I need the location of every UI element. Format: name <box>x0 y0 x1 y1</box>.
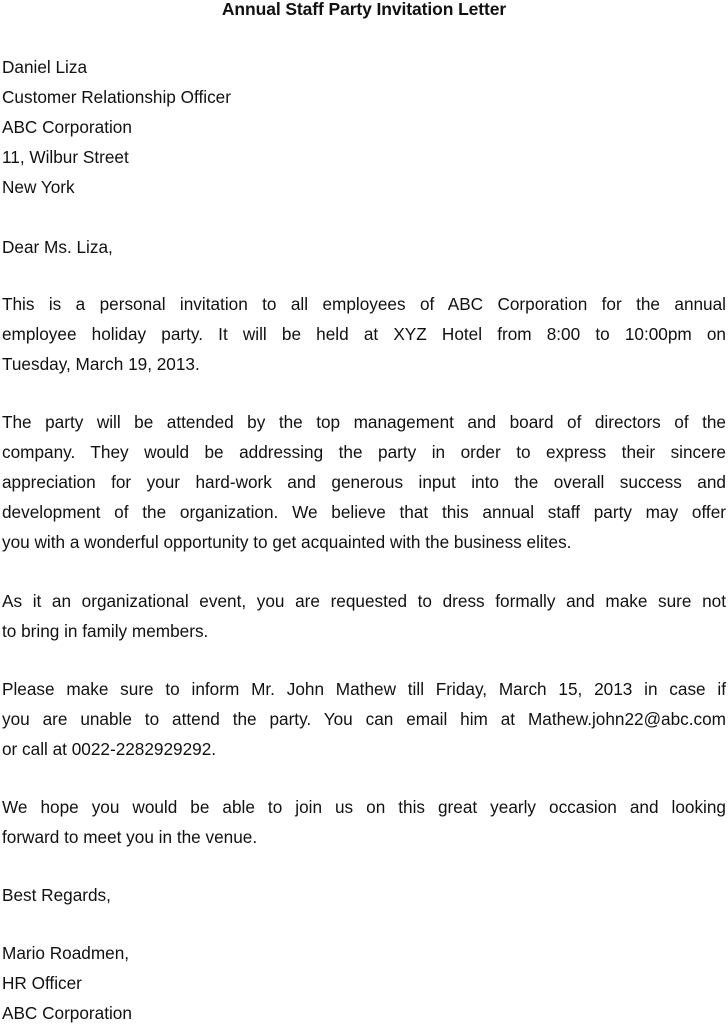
paragraph-attendance <box>2 407 726 557</box>
recipient-name: Daniel Liza <box>2 57 88 77</box>
paragraph-dress-code <box>2 586 726 646</box>
paragraph-line: or call at 0022-2282929292. <box>2 739 217 759</box>
sender-name: Mario Roadmen, <box>2 943 130 963</box>
recipient-address-block <box>2 52 726 202</box>
paragraph-line: forward to meet you in the venue. <box>2 827 258 847</box>
recipient-position: Customer Relationship Officer <box>2 87 231 107</box>
paragraph-line: development of the organization. We believe that this annual staff party may offer <box>2 502 726 522</box>
paragraph-line: The party will be attended by the top management and board of directors of the <box>2 412 726 432</box>
paragraph-line: This is a personal invitation to all employees of ABC Corporation for the annual <box>2 294 726 314</box>
recipient-city: New York <box>2 177 75 197</box>
paragraph-line: to bring in family members. <box>2 621 209 641</box>
paragraph-line: Please make sure to inform Mr. John Mathew till Friday, March 15, 2013 in case if <box>2 679 726 699</box>
closing-text: Best Regards, <box>2 885 111 905</box>
paragraph-line: employee holiday party. It will be held at XYZ Hotel from 8:00 to 10:00pm on <box>2 324 726 344</box>
sender-signature-block <box>2 938 726 1028</box>
paragraph-invitation <box>2 289 726 379</box>
closing <box>2 880 726 910</box>
paragraph-line: appreciation for your hard-work and generous input into the overall success and <box>2 472 726 492</box>
paragraph-line: We hope you would be able to join us on this great yearly occasion and looking <box>2 797 726 817</box>
paragraph-line: Tuesday, March 19, 2013. <box>2 354 200 374</box>
sender-position: HR Officer <box>2 973 82 993</box>
paragraph-rsvp <box>2 674 726 764</box>
paragraph-line: you are unable to attend the party. You can email him at Mathew.john22@abc.com <box>2 709 726 729</box>
recipient-company: ABC Corporation <box>2 117 132 137</box>
salutation-text: Dear Ms. Liza, <box>2 237 113 257</box>
recipient-street: 11, Wilbur Street <box>2 147 129 167</box>
letter-title: Annual Staff Party Invitation Letter <box>221 0 507 19</box>
sender-company: ABC Corporation <box>2 1003 132 1023</box>
paragraph-line: you with a wonderful opportunity to get acquainted with the business elites. <box>2 532 572 552</box>
paragraph-line: company. They would be addressing the party in order to express their sincere <box>2 442 726 462</box>
paragraph-closing-remarks <box>2 792 726 852</box>
salutation <box>2 232 726 262</box>
paragraph-line: As it an organizational event, you are requested to dress formally and make sure not <box>2 591 726 611</box>
